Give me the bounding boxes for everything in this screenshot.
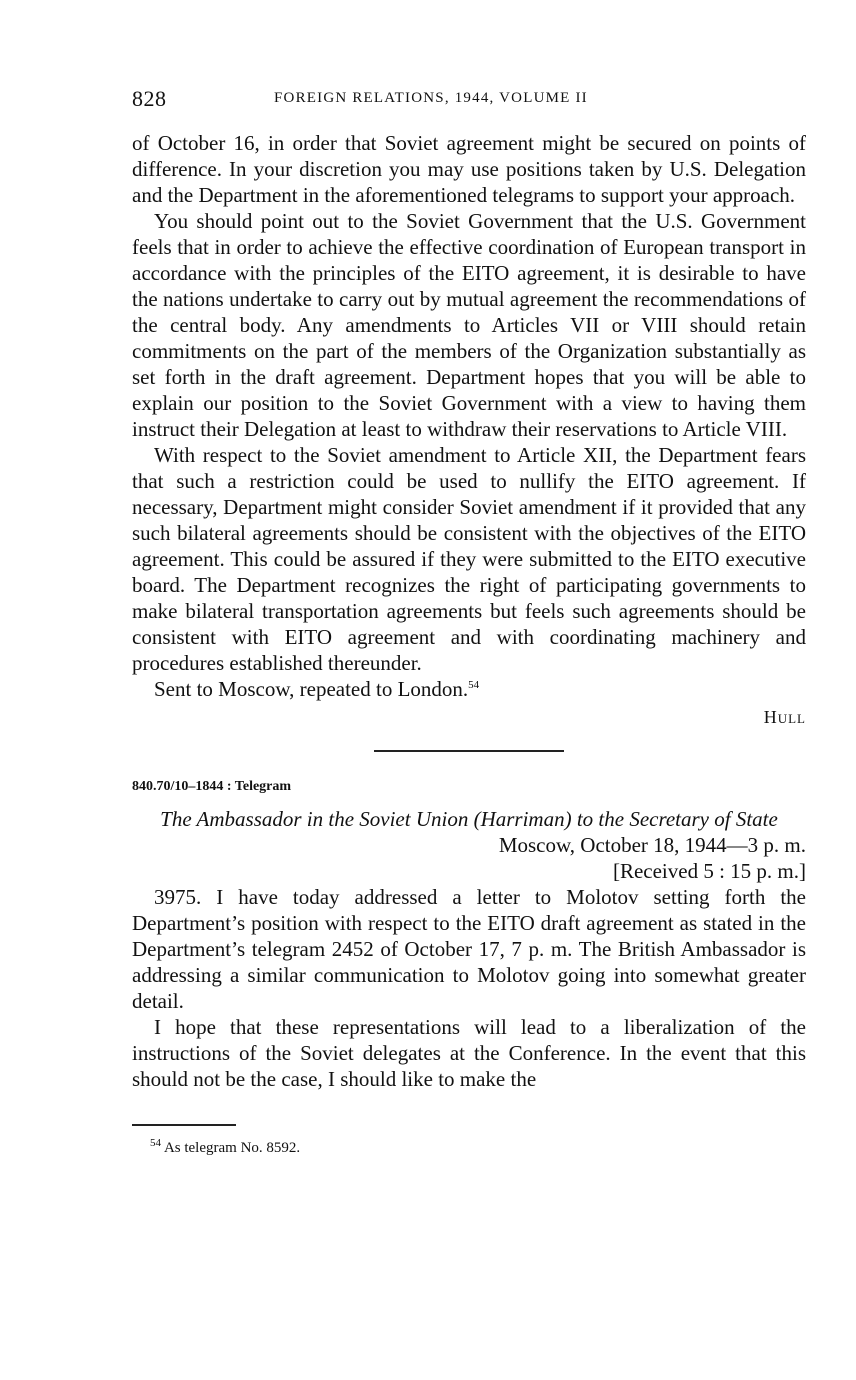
running-head: FOREIGN RELATIONS, 1944, VOLUME II (274, 90, 588, 106)
section-divider (374, 750, 564, 752)
footnote-text: As telegram No. 8592. (163, 1140, 301, 1156)
page-header (132, 86, 806, 116)
closing-text: Sent to Moscow, repeated to London. (154, 677, 469, 701)
footnote-divider (132, 1124, 236, 1126)
footnote-marker: 54 (150, 1137, 161, 1149)
footnote-reference: 54 (468, 679, 480, 691)
signature: Hull (763, 707, 806, 727)
body-text (132, 130, 806, 1092)
document-page (132, 86, 806, 1157)
file-reference: 840.70/10–1844 : Telegram (132, 779, 292, 794)
footnote (132, 1137, 806, 1157)
paragraph: With respect to the Soviet amendment to Article XII, the Department fears that such a restriction could be used to nullify the EITO agreement. If necessary, Department might consider Soviet amendment if it provided that any such bilateral agreements should be consistent with the objectives of the EITO agreement. This could be assured if they were submitted to the EITO executive board. The Department recognizes the right of participating governments to make bilateral transportation agreements but feels such agreements should be consistent with EITO agreement and with coordinating machinery and procedures established thereunder. (132, 443, 806, 675)
paragraph: I hope that these representations will lead to a liberalization of the instructions of the Soviet delegates at the Conference. In the event that this should not be the case, I should like to make the (132, 1015, 806, 1091)
page-number: 828 (132, 86, 167, 111)
paragraph: You should point out to the Soviet Government that the U.S. Government feels that in order to achieve the effective coordination of European transport in accordance with the principles of the EITO agreement, it is desirable to have the nations undertake to carry out by mutual agreement the recommendations of the central body. Any amendments to Articles VII or VIII should retain commitments on the part of the members of the Organization substantially as set forth in the draft agreement. Department hopes that you will be able to explain our position to the Soviet Government with a view to having them instruct their Delegation at least to withdraw their reservations to Article VIII. (132, 209, 806, 441)
received-time: [Received 5 : 15 p. m.] (612, 859, 806, 883)
closing-line (132, 676, 806, 702)
paragraph: 3975. I have today addressed a letter to Molotov setting forth the Department’s position with respect to the EITO draft agreement as stated in the Department’s telegram 2452 of October 17, 7 p. m. The British Ambassador is addressing a similar communication to Molotov going into somewhat greater detail. (132, 885, 806, 1013)
document-title: The Ambassador in the Soviet Union (Harriman) to the Secretary of State (160, 807, 778, 831)
paragraph: of October 16, in order that Soviet agreement might be secured on points of difference. In your discretion you may use positions taken by U.S. Delegation and the Department in the aforementioned telegrams to support your approach. (132, 131, 806, 207)
dateline: Moscow, October 18, 1944—3 p. m. (498, 833, 806, 857)
